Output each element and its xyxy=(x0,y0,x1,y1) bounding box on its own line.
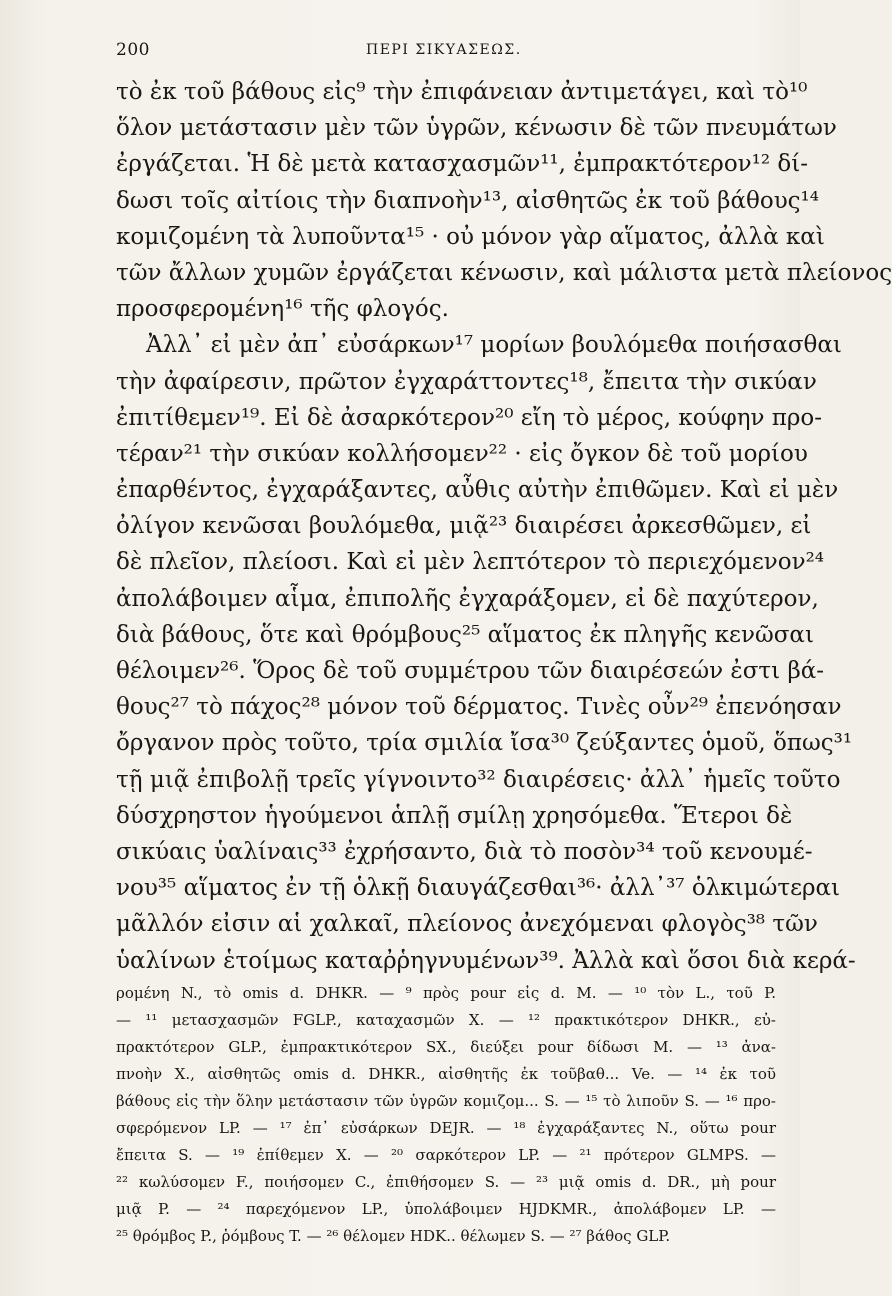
text-line: τέραν²¹ τὴν σικύαν κολλήσομεν²² · εἰς ὄγκον δὲ τοῦ μορίου xyxy=(116,440,808,467)
footnote-line: βάθους εἰς τὴν ὅλην μετάστασιν τῶν ὑγρῶν κομιζομ... S. — ¹⁵ τὸ λιποῦν S. — ¹⁶ προ- xyxy=(116,1092,776,1110)
text-line: Ἀλλ᾽ εἰ μὲν ἀπ᾽ εὐσάρκων¹⁷ μορίων βουλόμεθα ποιήσασθαι xyxy=(146,332,842,359)
footnote-line: ²² κωλύσομεν F., ποιήσομεν C., ἐπιθήσομεν S. — ²³ μιᾷ omis d. DR., μὴ pour xyxy=(116,1173,776,1191)
text-line: ἐπιτίθεμεν¹⁹. Εἰ δὲ ἀσαρκότερον²⁰ εἴη τὸ μέρος, κούφην προ- xyxy=(116,404,823,431)
text-line: μᾶλλόν εἰσιν αἱ χαλκαῖ, πλείονος ἀνεχόμεναι φλογὸς³⁸ τῶν xyxy=(116,911,818,938)
page-header xyxy=(116,40,776,66)
footnote-line: σφερόμενον LP. — ¹⁷ ἐπ᾽ εὐσάρκων DEJR. — ¹⁸ ἐγχαράξαντες N., οὕτω pour xyxy=(116,1119,776,1137)
page-number: 200 xyxy=(116,40,150,60)
text-line: θους²⁷ τὸ πάχος²⁸ μόνον τοῦ δέρματος. Τινὲς οὖν²⁹ ἐπενόησαν xyxy=(116,694,842,721)
text-line: ἐργάζεται. Ἡ δὲ μετὰ κατασχασμῶν¹¹, ἐμπρακτότερον¹² δί- xyxy=(116,151,809,178)
text-line: θέλοιμεν²⁶. Ὅρος δὲ τοῦ συμμέτρου τῶν διαιρέσεών ἐστι βά- xyxy=(116,658,825,684)
text-line: ἐπαρθέντος, ἐγχαράξαντες, αὖθις αὐτὴν ἐπιθῶμεν. Καὶ εἰ μὲν xyxy=(116,477,839,504)
text-line: ὄργανον πρὸς τοῦτο, τρία σμιλία ἴσα³⁰ ζεύξαντες ὁμοῦ, ὅπως³¹ xyxy=(116,730,853,757)
text-line: δὲ πλεῖον, πλείοσι. Καὶ εἰ μὲν λεπτότερον τὸ περιεχόμενον²⁴ xyxy=(116,549,825,576)
text-line: σικύαις ὑαλίναις³³ ἐχρήσαντο, διὰ τὸ ποσὸν³⁴ τοῦ κενουμέ- xyxy=(116,838,813,865)
text-line: δύσχρηστον ἡγούμενοι ἁπλῇ σμίλῃ χρησόμεθα. Ἕτεροι δὲ xyxy=(116,802,793,829)
footnote-line: ρομένη N., τὸ omis d. DHKR. — ⁹ πρὸς pour εἰς d. M. — ¹⁰ τὸν L., τοῦ P. xyxy=(116,984,776,1002)
footnote-line: πνοὴν X., αἰσθητῶς omis d. DHKR., αἰσθητῆς ἐκ τοῦβαθ... Ve. — ¹⁴ ἐκ τοῦ xyxy=(116,1065,776,1083)
text-line: προσφερομένη¹⁶ τῆς φλογός. xyxy=(116,296,449,323)
text-line: ὑαλίνων ἑτοίμως καταῤῥηγνυμένων³⁹. Ἀλλὰ καὶ ὅσοι διὰ κερά- xyxy=(116,947,856,974)
text-line: διὰ βάθους, ὅτε καὶ θρόμβους²⁵ αἵματος ἐκ πληγῆς κενῶσαι xyxy=(116,621,814,648)
text-line: δωσι τοῖς αἰτίοις τὴν διαπνοὴν¹³, αἰσθητῶς ἐκ τοῦ βάθους¹⁴ xyxy=(116,187,819,214)
text-line: ἀπολάβοιμεν αἷμα, ἐπιπολῆς ἐγχαράξομεν, εἰ δὲ παχύτερον, xyxy=(116,585,819,612)
text-line: τῇ μιᾷ ἐπιβολῇ τρεῖς γίγνοιντο³² διαιρέσεις· ἀλλ᾽ ἡμεῖς τοῦτο xyxy=(116,766,841,793)
footnote-line: ²⁵ θρόμβος P., ῥόμβους T. — ²⁶ θέλομεν HDK.. θέλωμεν S. — ²⁷ βάθος GLP. xyxy=(116,1227,671,1245)
main-text xyxy=(116,74,892,979)
text-line: ὅλον μετάστασιν μὲν τῶν ὑγρῶν, κένωσιν δὲ τῶν πνευμάτων xyxy=(116,115,837,142)
footnote-line: ἔπειτα S. — ¹⁹ ἐπίθεμεν X. — ²⁰ σαρκότερον LP. — ²¹ πρότερον GLMPS. — xyxy=(116,1146,776,1164)
text-line: τῶν ἄλλων χυμῶν ἐργάζεται κένωσιν, καὶ μάλιστα μετὰ πλείονος xyxy=(116,259,892,286)
footnote-line: — ¹¹ μετασχασμῶν FGLP., καταχασμῶν X. — ¹² πρακτικότερον DHKR., εὐ- xyxy=(116,1011,776,1029)
text-line: τὸ ἐκ τοῦ βάθους εἰς⁹ τὴν ἐπιφάνειαν ἀντιμετάγει, καὶ τὸ¹⁰ xyxy=(116,79,808,105)
text-line: κομιζομένη τὰ λυποῦντα¹⁵ · οὐ μόνον γὰρ αἵματος, ἀλλὰ καὶ xyxy=(116,223,825,250)
footnote-line: μιᾷ P. — ²⁴ παρεχόμενον LP., ὑπολάβοιμεν HJDKMR., ἀπολάβομεν LP. — xyxy=(116,1200,776,1218)
text-line: τὴν ἀφαίρεσιν, πρῶτον ἐγχαράττοντες¹⁸, ἔπειτα τὴν σικύαν xyxy=(116,368,817,395)
footnote-line: πρακτότερον GLP., ἐμπρακτικότερον SX., διεύξει pour δίδωσι M. — ¹³ ἀνα- xyxy=(116,1038,776,1056)
critical-apparatus xyxy=(116,980,776,1250)
running-title: ΠΕΡΙ ΣΙΚΥΑΣΕΩΣ. xyxy=(366,42,522,58)
text-line: νου³⁵ αἵματος ἐν τῇ ὁλκῇ διαυγάζεσθαι³⁶· ἀλλ᾽³⁷ ὁλκιμώτεραι xyxy=(116,875,841,902)
text-line: ὀλίγον κενῶσαι βουλόμεθα, μιᾷ²³ διαιρέσει ἀρκεσθῶμεν, εἰ xyxy=(116,513,812,540)
